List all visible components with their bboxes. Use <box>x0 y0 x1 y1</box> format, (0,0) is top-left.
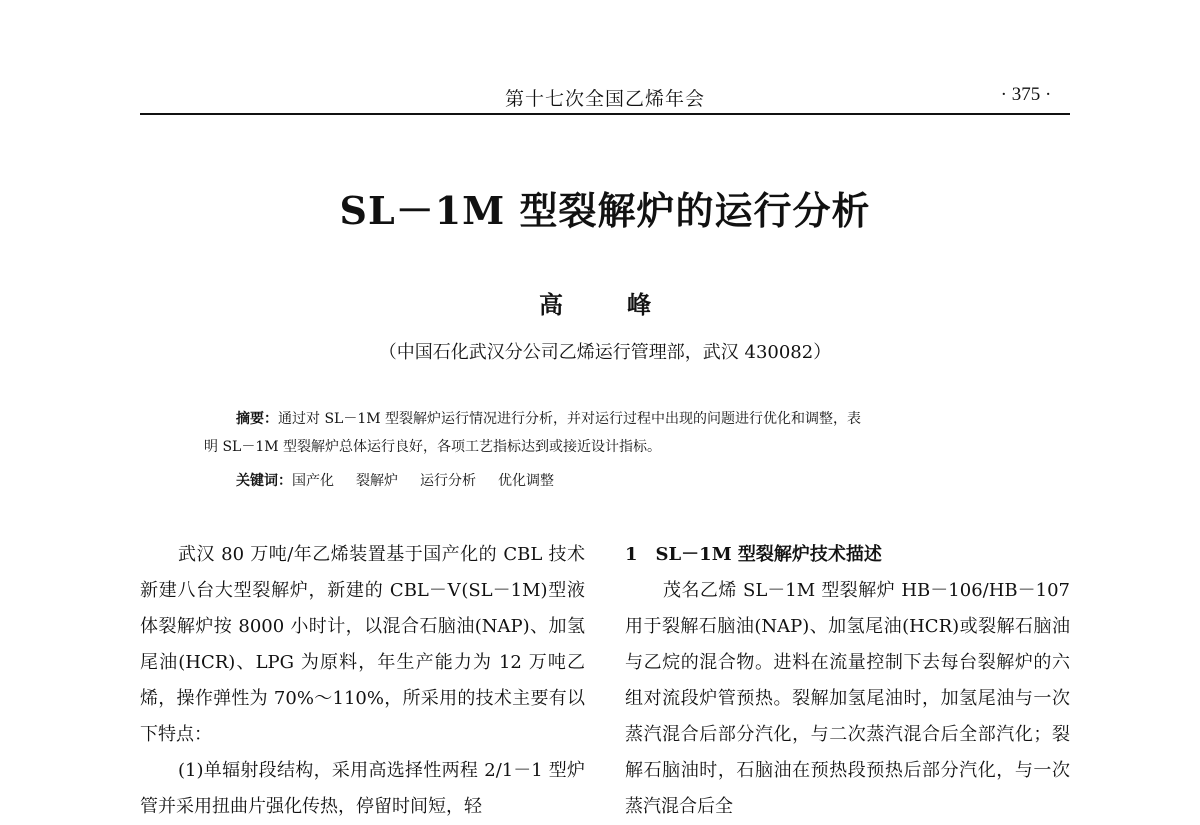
keyword-item: 运行分析 <box>420 473 476 489</box>
feature-paragraph-1: (1)单辐射段结构，采用高选择性两程 2/1－1 型炉管并采用扭曲片强化传热，停留时间短，轻 <box>140 760 585 817</box>
running-header-title: 第十七次全国乙烯年会 <box>504 88 705 110</box>
section-heading: 1 SL－1M 型裂解炉技术描述 <box>625 544 882 565</box>
page-number: · 375 · <box>1000 84 1052 105</box>
keyword-item: 国产化 <box>292 473 334 489</box>
abstract-line-1 <box>204 405 1034 433</box>
abstract-label: 摘要： <box>236 411 278 427</box>
section-paragraph: 茂名乙烯 SL－1M 型裂解炉 HB－106/HB－107 用于裂解石脑油(NAP)、加氢尾油(HCR)或裂解石脑油与乙烷的混合物。进料在流量控制下去每台裂解炉的六组对流段炉管预热。裂解加氢尾油时，加氢尾油与一次蒸汽混合后部分汽化，与二次蒸汽混合后全部汽化；裂解石脑油时，石脑油在预热段预热后部分汽化，与一次蒸汽混合后全 <box>625 580 1070 817</box>
author-name: 高 峰 <box>539 290 671 319</box>
header-rule <box>140 113 1070 115</box>
keywords-block <box>236 470 1036 490</box>
abstract-line-2: 明 SL－1M 型裂解炉总体运行良好，各项工艺指标达到或接近设计指标。 <box>204 439 662 455</box>
author-affiliation: （中国石化武汉分公司乙烯运行管理部，武汉 430082） <box>378 342 832 363</box>
abstract-block <box>204 405 1034 461</box>
keyword-item: 优化调整 <box>498 473 554 489</box>
left-column <box>140 537 585 825</box>
paper-title: SL－1M 型裂解炉的运行分析 <box>339 188 871 233</box>
intro-paragraph: 武汉 80 万吨/年乙烯装置基于国产化的 CBL 技术新建八台大型裂解炉，新建的 CBL－Ⅴ(SL－1M)型液体裂解炉按 8000 小时计，以混合石脑油(NAP)、加氢尾油(HCR)、LPG 为原料，年生产能力为 12 万吨乙烯，操作弹性为 70%～110%，所采用的技术主要有以下特点： <box>140 544 585 745</box>
abstract-text-1: 通过对 SL－1M 型裂解炉运行情况进行分析，并对运行过程中出现的问题进行优化和调整，表 <box>278 411 862 427</box>
right-column <box>625 537 1070 825</box>
keyword-item: 裂解炉 <box>356 473 398 489</box>
keywords-label: 关键词： <box>236 473 292 489</box>
